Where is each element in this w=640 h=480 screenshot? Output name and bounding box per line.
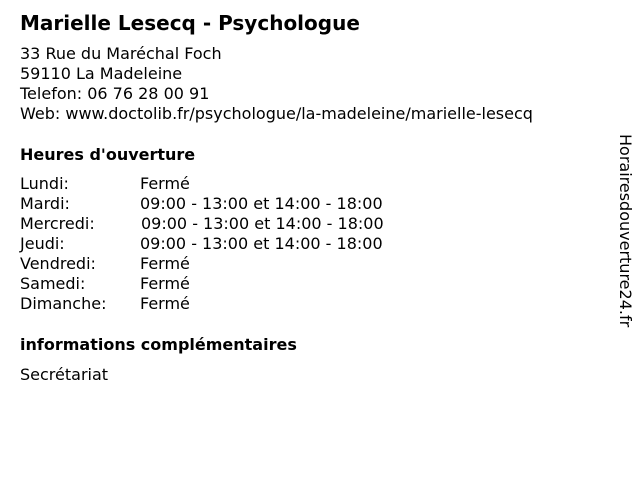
day-label: Samedi:: [20, 274, 86, 293]
day-hours: Fermé: [140, 174, 190, 193]
city-address: 59110 La Madeleine: [20, 64, 183, 83]
hours-row-vendredi: [20, 254, 440, 274]
website-link[interactable]: Web: www.doctolib.fr/psychologue/la-madeleine/marielle-lesecq: [20, 104, 533, 123]
day-hours: Fermé: [140, 274, 190, 293]
hours-row-dimanche: [20, 294, 440, 314]
additional-info-text: Secrétariat: [20, 365, 109, 384]
page-title: Marielle Lesecq - Psychologue: [20, 11, 360, 35]
hours-row-mercredi: [20, 214, 440, 234]
address-block: [20, 44, 533, 124]
day-label: Dimanche:: [20, 294, 107, 313]
day-label: Vendredi:: [20, 254, 96, 273]
phone-number: Telefon: 06 76 28 00 91: [20, 84, 210, 103]
day-hours: Fermé: [140, 294, 190, 313]
hours-row-lundi: [20, 174, 440, 194]
site-watermark: Horairesdouverture24.fr: [616, 134, 635, 328]
hours-row-jeudi: [20, 234, 440, 254]
additional-info-heading: informations complémentaires: [20, 335, 297, 354]
opening-hours-table: [20, 174, 440, 314]
day-label: Mercredi:: [20, 214, 95, 233]
day-hours: Fermé: [140, 254, 190, 273]
hours-row-samedi: [20, 274, 440, 294]
hours-row-mardi: [20, 194, 440, 214]
opening-hours-heading: Heures d'ouverture: [20, 145, 196, 164]
day-hours: 09:00 - 13:00 et 14:00 - 18:00: [141, 214, 384, 233]
day-hours: 09:00 - 13:00 et 14:00 - 18:00: [140, 194, 383, 213]
day-label: Mardi:: [20, 194, 70, 213]
street-address: 33 Rue du Maréchal Foch: [20, 44, 222, 63]
day-label: Lundi:: [20, 174, 69, 193]
day-hours: 09:00 - 13:00 et 14:00 - 18:00: [140, 234, 383, 253]
day-label: Jeudi:: [20, 234, 65, 253]
